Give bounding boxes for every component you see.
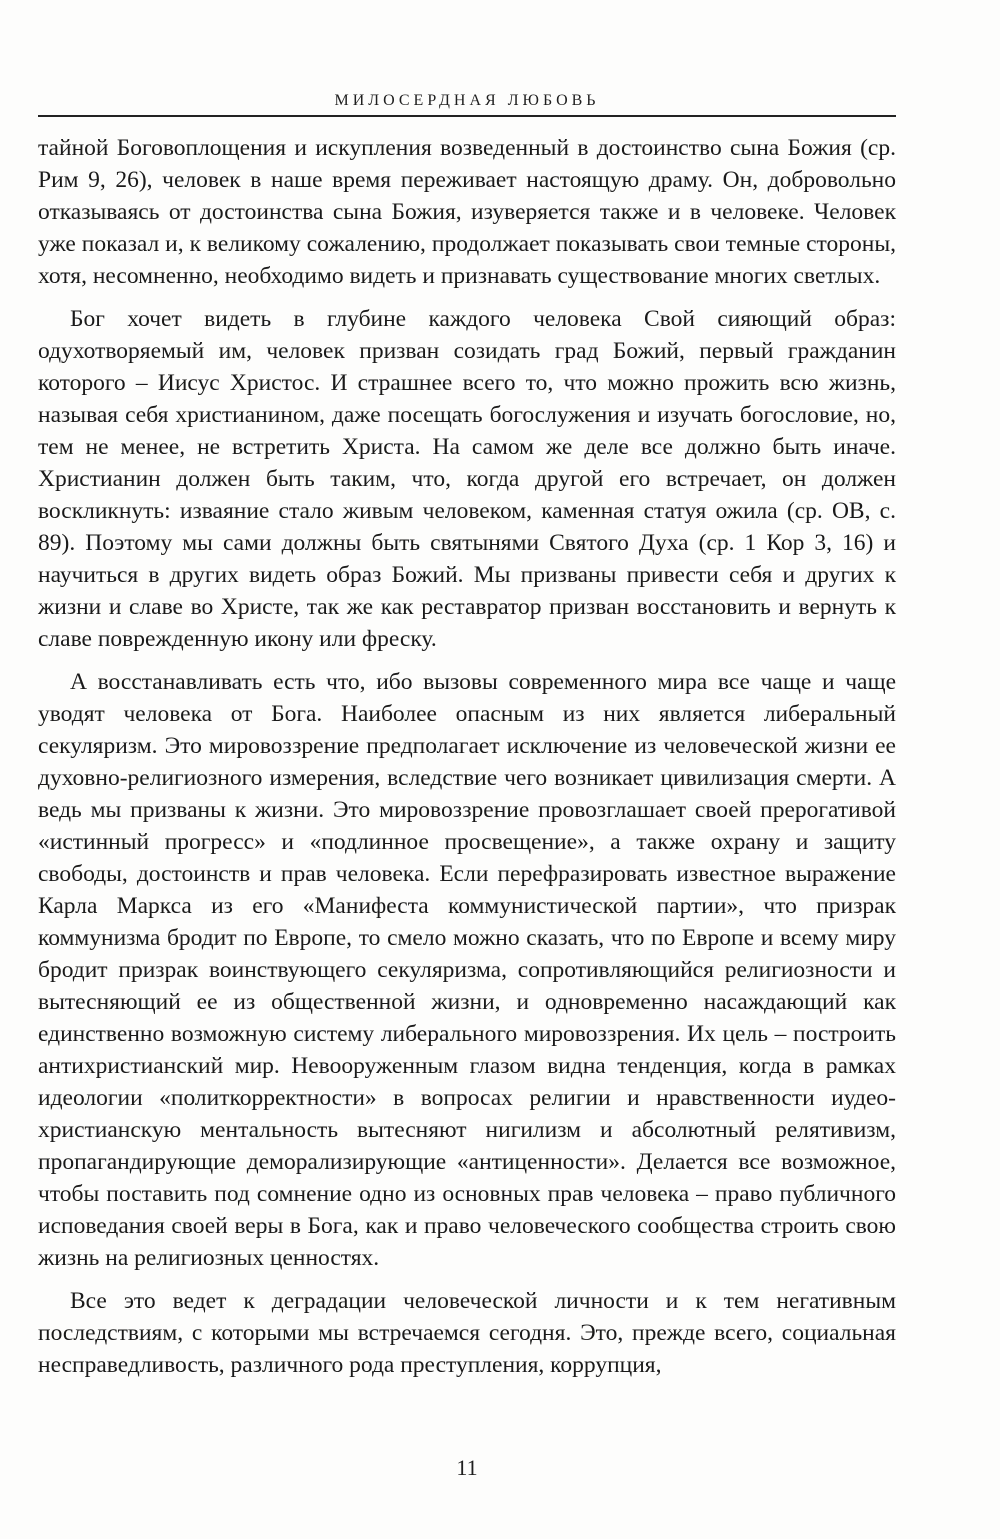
running-head-title: МИЛОСЕРДНАЯ ЛЮБОВЬ (334, 92, 600, 109)
paragraph-continued: тайной Боговоплощения и искупления возведенный в достоинство сына Божия (ср. Рим 9, 26), человек в наше время переживает настоящую драму. Он, добровольно отказываясь от достоинства сына Божия, изуверяется также и в человеке. Человек уже показал и, к великому сожалению, продолжает показывать свои темные стороны, хотя, несомненно, необходимо видеть и признавать существование многих светлых. (38, 135, 896, 289)
paragraph: А восстанавливать есть что, ибо вызовы современного мира все чаще и чаще уводят человека от Бога. Наиболее опасным из них является либеральный секуляризм. Это мировоззрение предполагает исключение из человеческой жизни ее духовно-религиозного измерения, вследствие чего возникает цивилизация смерти. А ведь мы призваны к жизни. Это мировоззрение провозглашает своей прерогативой «истинный прогресс» и «подлинное просвещение», а также охрану и защиту свободы, достоинств и прав человека. Если перефразировать известное выражение Карла Маркса из его «Манифеста коммунистической партии», что призрак коммунизма бродит по Европе, то смело можно сказать, что по Европе и всему миру бродит призрак воинствующего секуляризма, сопротивляющийся религиозности и вытесняющий ее из общественной жизни, и одновременно насаждающий как единственно возможную систему либерального мировоззрения. Их цель – построить антихристианский мир. Невооруженным глазом видна тенденция, когда в рамках идеологии «политкорректности» в вопросах религии и нравственности иудео-христианскую ментальность вытесняют нигилизм и абсолютный релятивизм, пропагандирующие деморализирующие «антиценности». Делается все возможное, чтобы поставить под сомнение одно из основных прав человека – право публичного исповедания своей веры в Бога, как и право человеческого сообщества строить свою жизнь на религиозных ценностях. (38, 669, 896, 1271)
paragraph: Все это ведет к деградации человеческой личности и к тем негативным последствиям, с которыми мы встречаемся сегодня. Это, прежде всего, социальная несправедливость, различного рода преступления, коррупция, (38, 1288, 896, 1378)
paragraph: Бог хочет видеть в глубине каждого человека Свой сияющий образ: одухотворяемый им, человек призван созидать град Божий, первый гражданин которого – Иисус Христос. И страшнее всего то, что можно прожить всю жизнь, называя себя христианином, даже посещать богослужения и изучать богословие, но, тем не менее, не встретить Христа. На самом же деле все должно быть иначе. Христианин должен быть таким, что, когда другой его встречает, он должен воскликнуть: изваяние стало живым человеком, каменная статуя ожила (ср. ОВ, с. 89). Поэтому мы сами должны быть святынями Святого Духа (ср. 1 Кор 3, 16) и научиться в других видеть образ Божий. Мы призваны привести себя и других к жизни и славе во Христе, так же как реставратор призван восстановить и вернуть к славе поврежденную икону или фреску. (38, 306, 896, 652)
page-number: 11 (456, 1455, 478, 1480)
body-text (38, 132, 896, 1381)
header-rule (38, 115, 896, 117)
